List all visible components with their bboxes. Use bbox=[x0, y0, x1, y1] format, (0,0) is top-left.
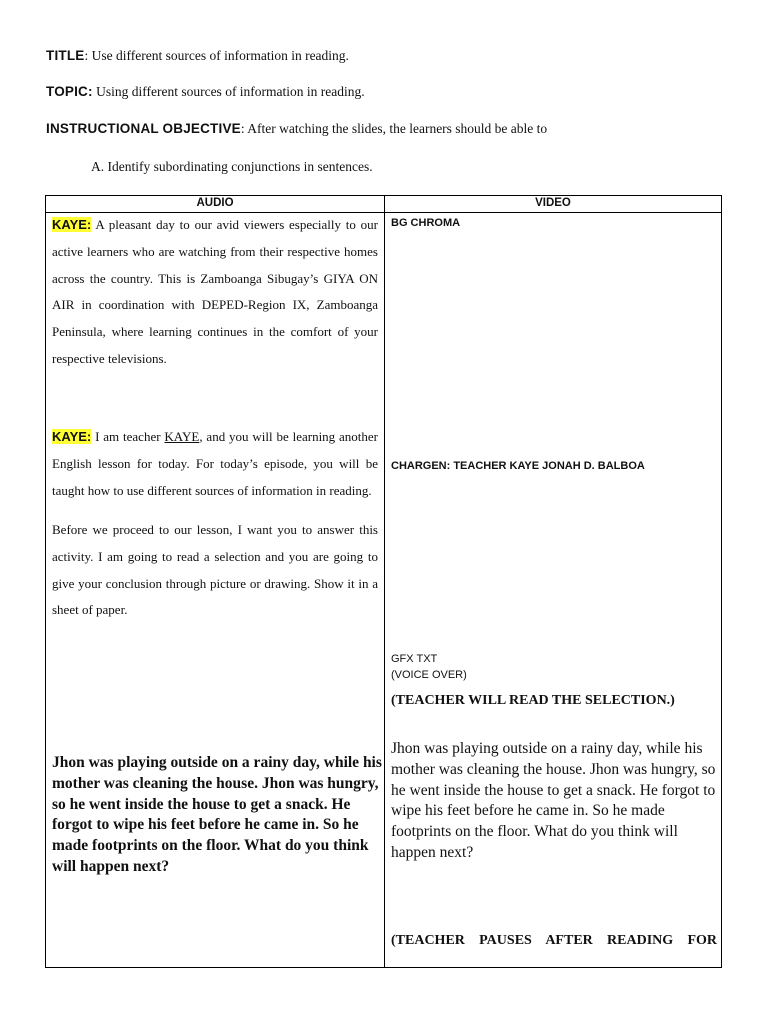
speaker-label: KAYE: bbox=[52, 217, 92, 232]
video-cue-bg: BG CHROMA bbox=[391, 217, 461, 229]
title-label: TITLE bbox=[46, 48, 85, 63]
script-table bbox=[45, 195, 722, 968]
speaker-label: KAYE: bbox=[52, 429, 92, 444]
audio-paragraph-intro bbox=[52, 212, 378, 373]
audio-paragraph-teacher bbox=[52, 424, 378, 504]
audio-text: , and you will be learning another English lesson for today. For today’s episode, you will be taught how to use different sources of information in reading. bbox=[52, 429, 379, 498]
objective-value: : After watching the slides, the learners should be able to bbox=[240, 121, 548, 136]
column-divider bbox=[384, 196, 385, 967]
objective-line bbox=[46, 121, 547, 137]
topic-label: TOPIC: bbox=[46, 84, 93, 99]
title-line bbox=[46, 48, 349, 64]
topic-line bbox=[46, 84, 365, 100]
video-story-selection: Jhon was playing outside on a rainy day, while his mother was cleaning the house. Jhon was hungry, so he went inside the house to get a snack. He forgot to wipe his feet before he came in. So he made footprints on the floor. What do you think will happen next? bbox=[391, 740, 716, 861]
video-cue-pause: (TEACHER PAUSES AFTER READING FOR bbox=[391, 933, 717, 948]
audio-story-selection: Jhon was playing outside on a rainy day, while his mother was cleaning the house. Jhon was hungry, so he went inside the house to get a snack. He forgot to wipe his feet before he came in. So he made footprints on the floor. What do you think will happen next? bbox=[52, 754, 382, 875]
audio-column-header: AUDIO bbox=[196, 197, 234, 209]
video-cue-read: (TEACHER WILL READ THE SELECTION.) bbox=[391, 693, 675, 708]
gfx-txt-label: GFX TXT bbox=[391, 653, 438, 665]
topic-value: Using different sources of information in reading. bbox=[92, 84, 365, 99]
teacher-name: KAYE bbox=[164, 429, 200, 444]
objective-item-a: A. Identify subordinating conjunctions in sentences. bbox=[91, 159, 373, 174]
audio-text: A pleasant day to our avid viewers especially to our active learners who are watching from their respective homes across the country. This is Zamboanga Sibugay’s GIYA ON AIR in coordination with DEPED-Region IX, Zamboanga Peninsula, where learning continues in the comfort of your respective televisions. bbox=[52, 217, 378, 366]
video-cue-gfx bbox=[391, 651, 467, 683]
video-cue-chargen: CHARGEN: TEACHER KAYE JONAH D. BALBOA bbox=[391, 460, 645, 472]
objective-label: INSTRUCTIONAL OBJECTIVE bbox=[46, 121, 241, 136]
audio-paragraph-activity: Before we proceed to our lesson, I want you to answer this activity. I am going to read a selection and you are going to give your conclusion through picture or drawing. Show it in a sheet of paper. bbox=[52, 522, 378, 618]
video-column-header: VIDEO bbox=[535, 197, 571, 209]
title-value: : Use different sources of information in reading. bbox=[84, 48, 349, 63]
voice-over-label: (VOICE OVER) bbox=[391, 669, 467, 681]
audio-text: I am teacher bbox=[91, 429, 165, 444]
